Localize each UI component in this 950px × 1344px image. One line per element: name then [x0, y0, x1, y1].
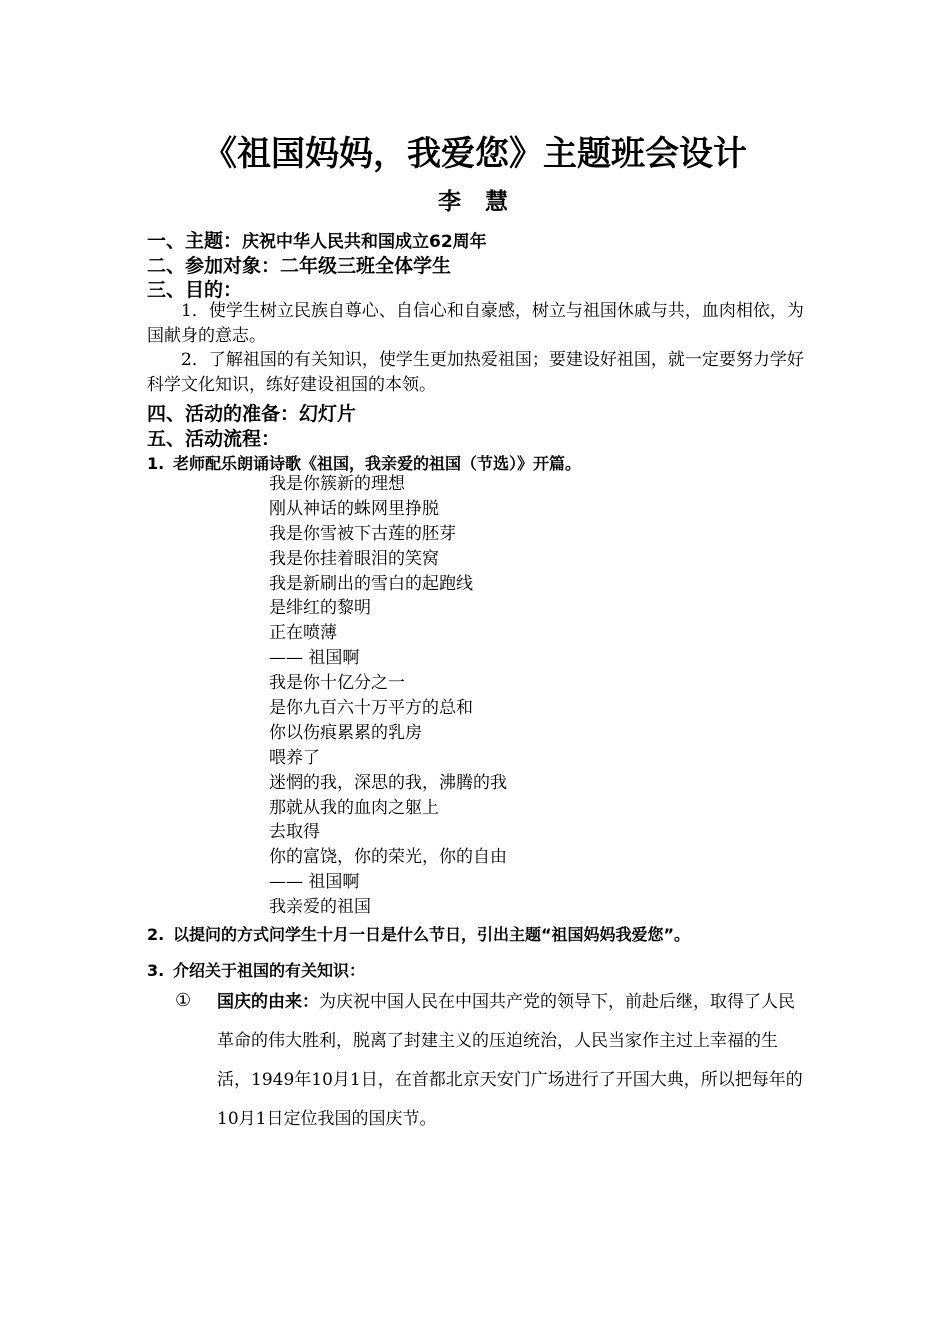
section-theme [147, 226, 487, 253]
poem-line: 我是你雪被下古莲的胚芽 [269, 523, 456, 544]
poem-line: —— 祖国啊 [269, 648, 360, 669]
step-2-number: 2. [147, 925, 165, 944]
poem-line: 是绯红的黎明 [269, 598, 371, 619]
step-1-text: 老师配乐朗诵诗歌《祖国，我亲爱的祖国（节选）》开篇。 [173, 454, 582, 473]
author-name: 李慧 [438, 189, 532, 215]
poem-line: 我是你十亿分之一 [269, 673, 405, 694]
section-preparation [147, 399, 356, 426]
document-title: 《祖国妈妈，我爱您》主题班会设计 [203, 134, 747, 174]
poem-line: 我是新刷出的雪白的起跑线 [269, 573, 473, 594]
item-1-label: 国庆的由来： [217, 992, 319, 1012]
item-1-marker: ① [175, 990, 192, 1011]
step-1-number: 1. [147, 454, 165, 473]
poem-line: 去取得 [269, 822, 320, 843]
poem-line: 我是你簇新的理想 [269, 474, 405, 494]
poem-line: 正在喷薄 [269, 623, 337, 644]
step-3 [147, 958, 365, 981]
poem-line: 我亲爱的祖国 [269, 897, 371, 918]
item-1-text: 为庆祝中国人民在中国共产党的领导下，前赴后继，取得了人民革命的伟大胜利，脱离了封建主义的压迫统治，人民当家作主过上幸福的生活，1949年10月1日，在首都北京天安门广场进行了开国大典，所以把每年的10月1日定位我国的国庆节。 [217, 992, 803, 1129]
poem-line: 刚从神话的蛛网里挣脱 [269, 498, 439, 519]
poem-line: —— 祖国啊 [269, 872, 360, 893]
section-preparation-value: 幻灯片 [299, 403, 357, 425]
poem-line: 那就从我的血肉之躯上 [269, 797, 439, 818]
poem-line: 我是你挂着眼泪的笑窝 [269, 548, 439, 569]
section-theme-value: 庆祝中华人民共和国成立62周年 [242, 232, 487, 252]
poem-line: 是你九百六十万平方的总和 [269, 698, 473, 719]
section-preparation-label: 四、活动的准备： [147, 403, 300, 425]
section-purpose-heading: 三、目的： [147, 279, 243, 301]
step-3-number: 3. [147, 961, 165, 980]
step-3-text: 介绍关于祖国的有关知识： [173, 961, 366, 980]
step-2 [147, 922, 690, 945]
section-process-heading: 五、活动流程： [147, 428, 281, 450]
step-2-text: 以提问的方式问学生十月一日是什么节日，引出主题“祖国妈妈我爱您”。 [173, 925, 691, 944]
section-theme-label: 一、主题： [147, 230, 243, 252]
poem-line: 喂养了 [269, 747, 320, 768]
poem-line: 你以伤痕累累的乳房 [269, 722, 422, 743]
section-participants-value: 二年级三班全体学生 [280, 255, 452, 277]
purpose-paragraph-1: 1．使学生树立民族自尊心、自信心和自豪感，树立与祖国休戚与共，血肉相依，为国献身的意志。 [147, 301, 804, 346]
section-participants-label: 二、参加对象： [147, 255, 281, 277]
purpose-paragraph-2: 2．了解祖国的有关知识，使学生更加热爱祖国；要建设好祖国，就一定要努力学好科学文化知识，练好建设祖国的本领。 [147, 350, 804, 395]
poem-line: 迷惘的我，深思的我，沸腾的我 [269, 772, 507, 793]
section-participants [147, 251, 451, 278]
poem-line: 你的富饶，你的荣光，你的自由 [269, 847, 507, 868]
item-1-paragraph [217, 983, 807, 1139]
poem-block [269, 472, 507, 920]
step-1 [147, 451, 581, 474]
